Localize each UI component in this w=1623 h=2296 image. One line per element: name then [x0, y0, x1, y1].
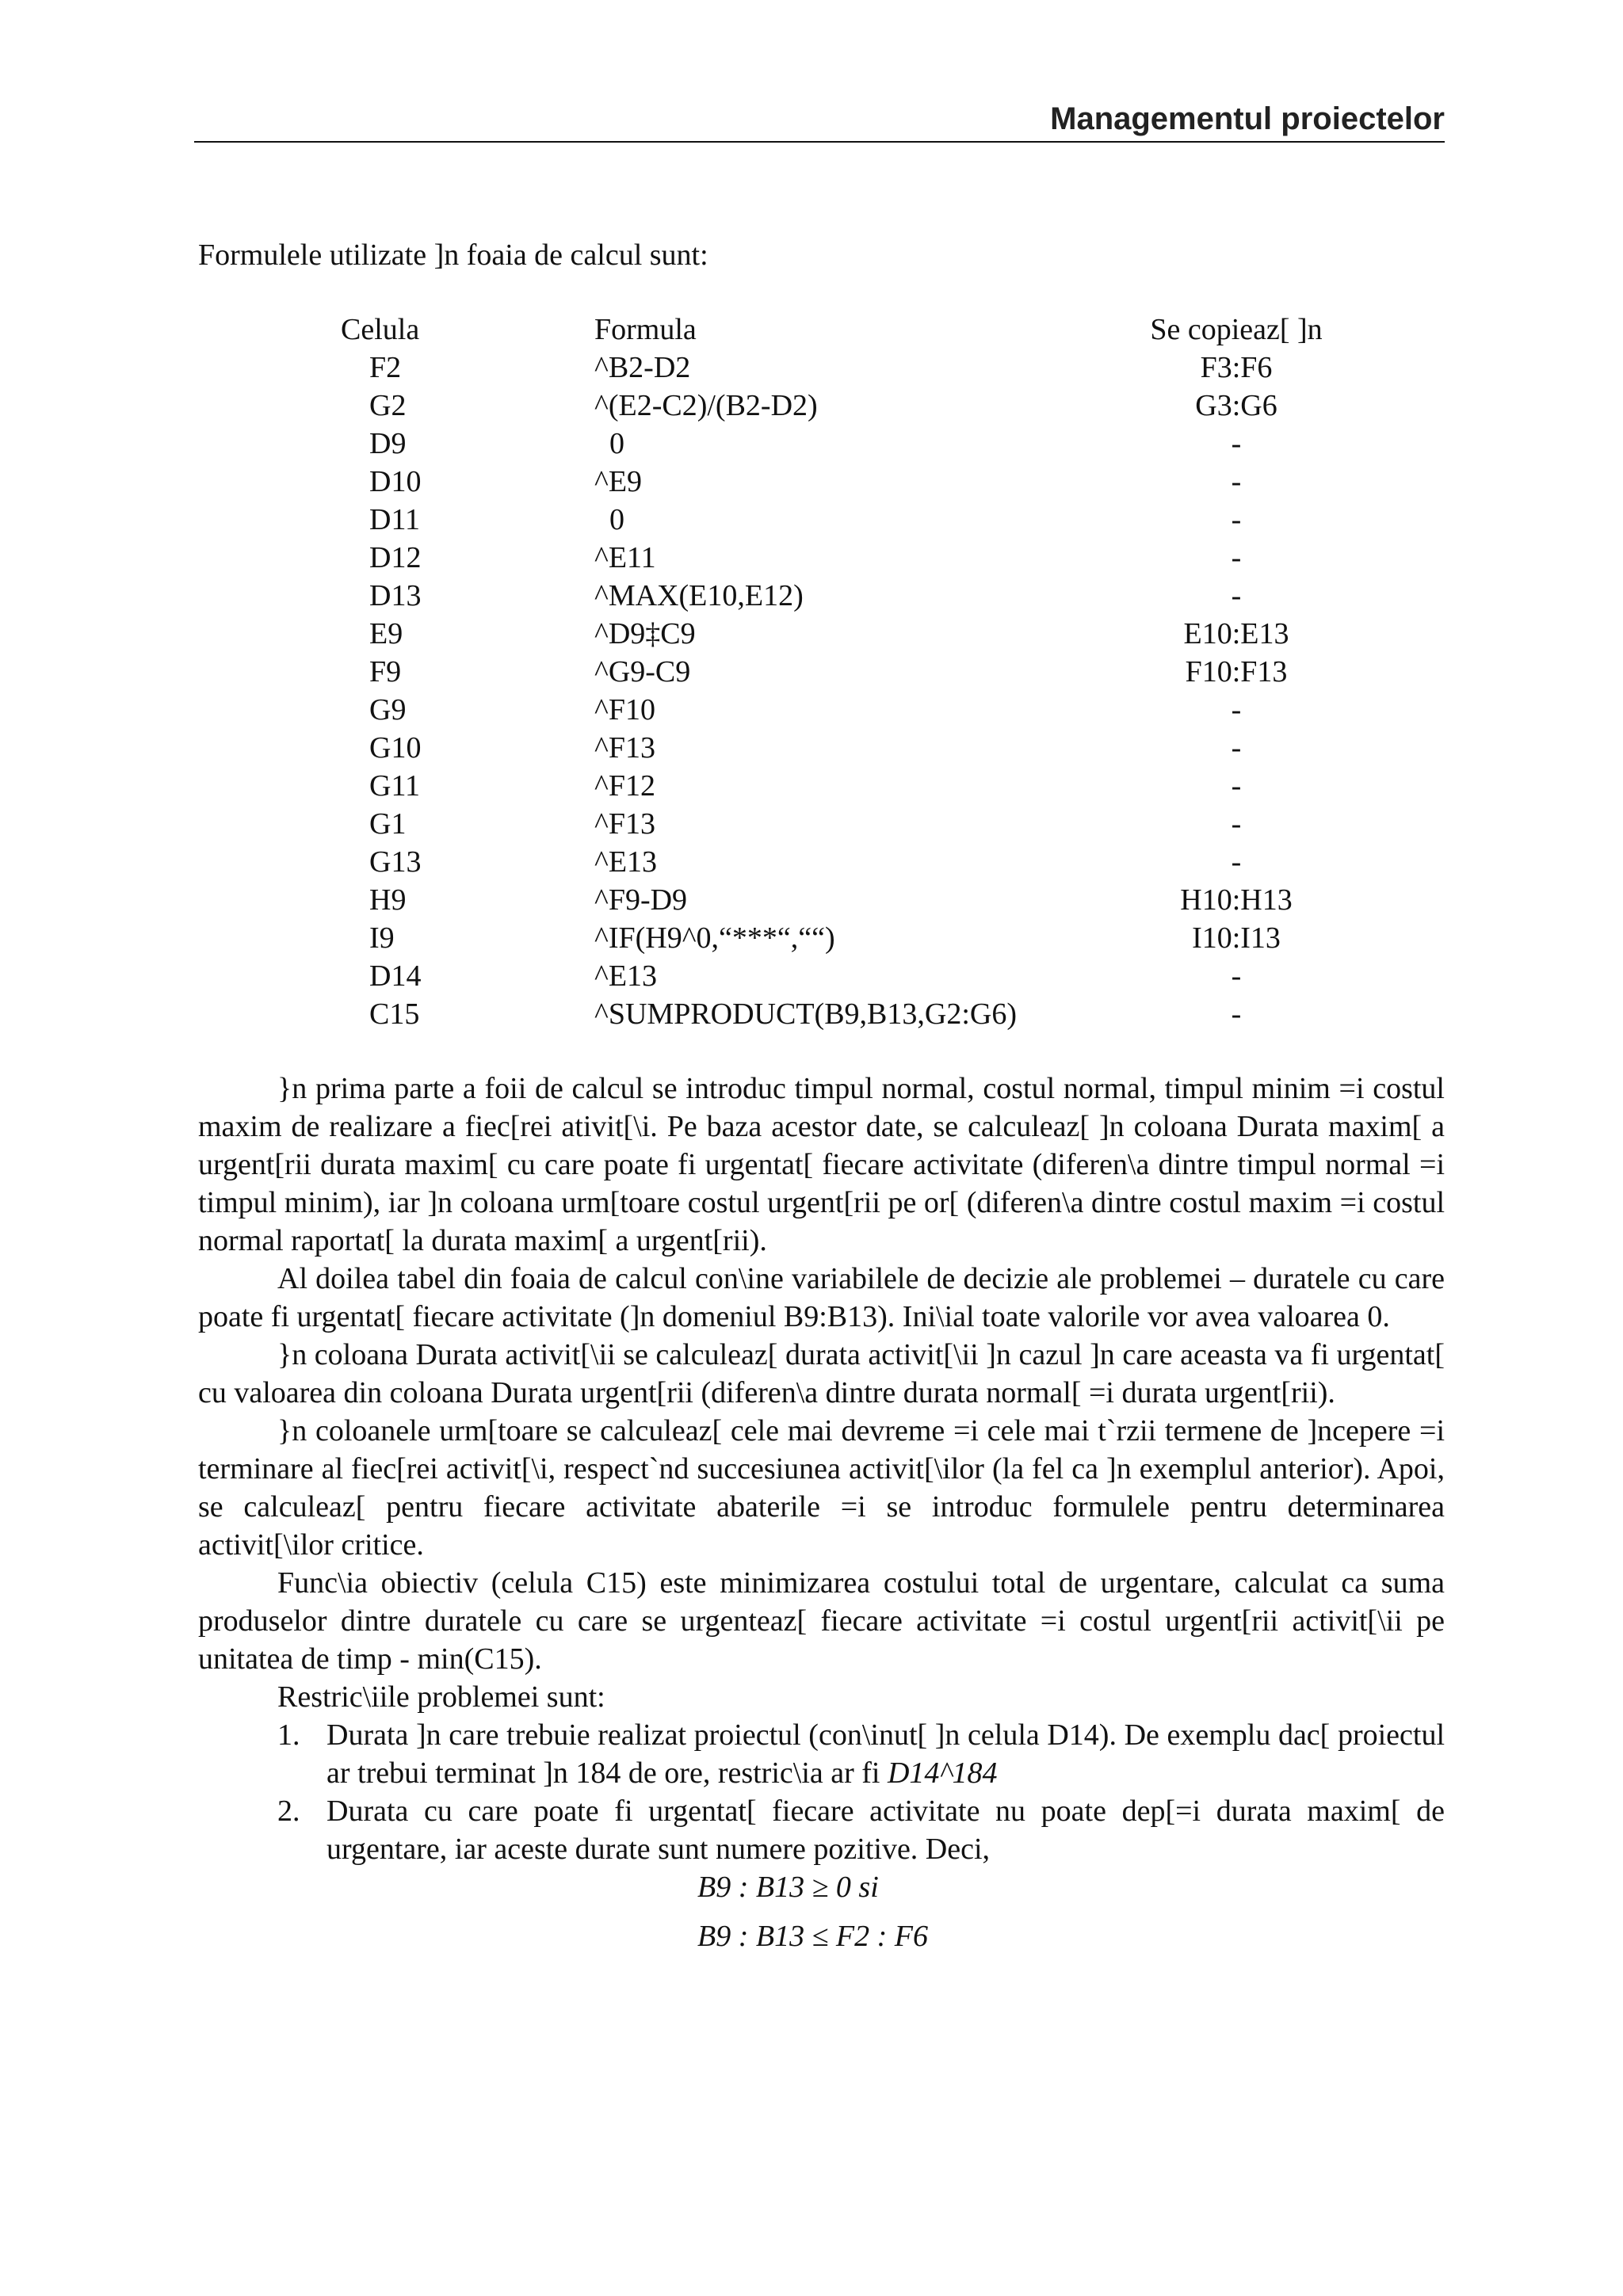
cell-ref: D11	[369, 503, 421, 536]
list-item	[198, 1716, 1445, 1792]
cell-formula: ^F10	[594, 693, 655, 727]
cell-formula: 0	[594, 427, 624, 460]
cell-ref: D9	[369, 427, 407, 460]
table-row	[341, 957, 1355, 995]
table-row	[341, 349, 1355, 387]
cell-copy-range: G3:G6	[1195, 389, 1277, 422]
column-header-copy: Se copieaz[ ]n	[1150, 313, 1323, 346]
cell-copy-range: -	[1231, 807, 1242, 841]
paragraph: }n prima parte a foii de calcul se introduc timpul normal, costul normal, timpul minim =i costul maxim de realizare a fiec[rei ativit[\i. Pe baza acestor date, se calculeaz[ ]n coloana Durata maxim[ a urgent[rii durata maxim[ cu care poate fi urgentat[ fiecare activitate (diferen\a dintre timpul normal =i timpul minim), iar ]n coloana urm[toare costul urgent[rii pe or[ (diferen\a dintre costul maxim =i costul normal raportat[ la durata maxim[ a urgent[rii).	[198, 1072, 1445, 1257]
cell-formula: ^MAX(E10,E12)	[594, 579, 804, 612]
cell-ref: D13	[369, 579, 422, 612]
paragraph: Al doilea tabel din foaia de calcul con\ine variabilele de decizie ale problemei – duratele cu care poate fi urgentat[ fiecare activitate (]n domeniul B9:B13). Ini\ial toate valorile vor avea valoarea 0.	[198, 1262, 1445, 1333]
cell-ref: G11	[369, 769, 421, 803]
cell-copy-range: -	[1231, 959, 1242, 993]
table-row	[341, 463, 1355, 501]
cell-copy-range: -	[1231, 693, 1242, 727]
cell-ref: H9	[369, 883, 407, 917]
table-row	[341, 615, 1355, 653]
formula-table	[341, 311, 1355, 1033]
cell-formula: ^IF(H9^0,“***“,““)	[594, 921, 835, 955]
cell-copy-range: F10:F13	[1185, 655, 1288, 688]
list-item	[198, 1792, 1445, 1868]
paragraph: }n coloana Durata activit[\ii se calculeaz[ durata activit[\ii ]n cazul ]n care aceasta va fi urgentat[ cu valoarea din coloana Durata urgent[rii (diferen\a dintre durata normal[ =i durata urgent[rii).	[198, 1338, 1445, 1409]
list-number: 1.	[277, 1718, 300, 1752]
table-row	[341, 691, 1355, 729]
cell-ref: E9	[369, 617, 403, 650]
cell-copy-range: -	[1231, 579, 1242, 612]
paragraph: }n coloanele urm[toare se calculeaz[ cele mai devreme =i cele mai t`rzii termene de ]ncepere =i terminare al fiec[rei activit[\i, respect`nd succesiunea activit[\ilor (la fel ca ]n exemplul anterior). Apoi, se calculeaz[ pentru fiecare activitate abaterile =i se introduc formulele pentru determinarea activit[\ilor critice.	[198, 1414, 1445, 1562]
page-header	[194, 93, 1445, 143]
cell-ref: I9	[369, 921, 395, 955]
table-row	[341, 539, 1355, 577]
table-row	[341, 805, 1355, 843]
cell-ref: F9	[369, 655, 402, 688]
math-inline: D14^184	[887, 1756, 998, 1790]
cell-formula: 0	[594, 503, 624, 536]
table-row	[341, 653, 1355, 691]
cell-ref: C15	[369, 997, 420, 1031]
cell-copy-range: -	[1231, 731, 1242, 765]
table-row	[341, 501, 1355, 539]
body-text	[198, 1070, 1445, 1955]
table-row	[341, 577, 1355, 615]
cell-formula: ^G9-C9	[594, 655, 691, 688]
list-text: Durata cu care poate fi urgentat[ fiecare activitate nu poate dep[=i durata maxim[ de urgentare, iar aceste durate sunt numere pozitive. Deci,	[327, 1794, 1445, 1866]
cell-formula: ^F13	[594, 807, 655, 841]
header-title: Managementul proiectelor	[1050, 101, 1445, 136]
cell-formula: ^E13	[594, 845, 658, 879]
cell-formula: ^E9	[594, 465, 643, 498]
table-row	[341, 843, 1355, 881]
table-row	[341, 881, 1355, 919]
column-header-formula: Formula	[594, 313, 697, 346]
cell-copy-range: -	[1231, 503, 1242, 536]
list-number: 2.	[277, 1794, 300, 1828]
cell-ref: G13	[369, 845, 422, 879]
cell-ref: D14	[369, 959, 422, 993]
cell-ref: G1	[369, 807, 407, 841]
list-text	[327, 1716, 1445, 1792]
formula-table-header	[341, 311, 1355, 349]
cell-copy-range: -	[1231, 769, 1242, 803]
cell-formula: ^F12	[594, 769, 655, 803]
cell-copy-range: -	[1231, 541, 1242, 574]
table-row	[341, 995, 1355, 1033]
paragraph: Func\ia obiectiv (celula C15) este minimizarea costului total de urgentare, calculat ca suma produselor dintre duratele cu care se urgenteaz[ fiecare activitate =i costul urgent[rii activit[\ii pe unitatea de timp - min(C15).	[198, 1566, 1445, 1676]
equation: B9 : B13 ≤ F2 : F6	[697, 1920, 929, 1953]
cell-formula: ^D9‡C9	[594, 617, 696, 650]
cell-copy-range: -	[1231, 427, 1242, 460]
paragraph: Restric\iile problemei sunt:	[277, 1680, 605, 1714]
equation: B9 : B13 ≥ 0 si	[697, 1871, 879, 1904]
table-row	[341, 425, 1355, 463]
cell-formula: ^B2-D2	[594, 351, 691, 384]
cell-copy-range: -	[1231, 997, 1242, 1031]
cell-ref: D12	[369, 541, 422, 574]
cell-ref: G10	[369, 731, 422, 765]
cell-copy-range: -	[1231, 465, 1242, 498]
list-text-body: Durata ]n care trebuie realizat proiectul (con\inut[ ]n celula D14). De exemplu dac[ proiectul ar trebui terminat ]n 184 de ore, restric\ia ar fi	[327, 1718, 1445, 1790]
table-row	[341, 729, 1355, 767]
cell-ref: F2	[369, 351, 402, 384]
table-row	[341, 767, 1355, 805]
cell-formula: ^F13	[594, 731, 655, 765]
cell-ref: G9	[369, 693, 407, 727]
formula-table-body	[341, 349, 1355, 1033]
table-row	[341, 387, 1355, 425]
cell-formula: ^(E2-C2)/(B2-D2)	[594, 389, 818, 422]
intro-text: Formulele utilizate ]n foaia de calcul sunt:	[198, 238, 708, 272]
cell-ref: G2	[369, 389, 407, 422]
cell-formula: ^E13	[594, 959, 658, 993]
cell-formula: ^F9-D9	[594, 883, 688, 917]
table-row	[341, 919, 1355, 957]
cell-ref: D10	[369, 465, 422, 498]
cell-formula: ^SUMPRODUCT(B9,B13,G2:G6)	[594, 997, 1018, 1031]
cell-copy-range: I10:I13	[1192, 921, 1281, 955]
cell-formula: ^E11	[594, 541, 656, 574]
cell-copy-range: F3:F6	[1200, 351, 1273, 384]
cell-copy-range: -	[1231, 845, 1242, 879]
constraints-list	[198, 1716, 1445, 1868]
cell-copy-range: E10:E13	[1183, 617, 1289, 650]
column-header-cell: Celula	[341, 313, 420, 346]
cell-copy-range: H10:H13	[1180, 883, 1293, 917]
